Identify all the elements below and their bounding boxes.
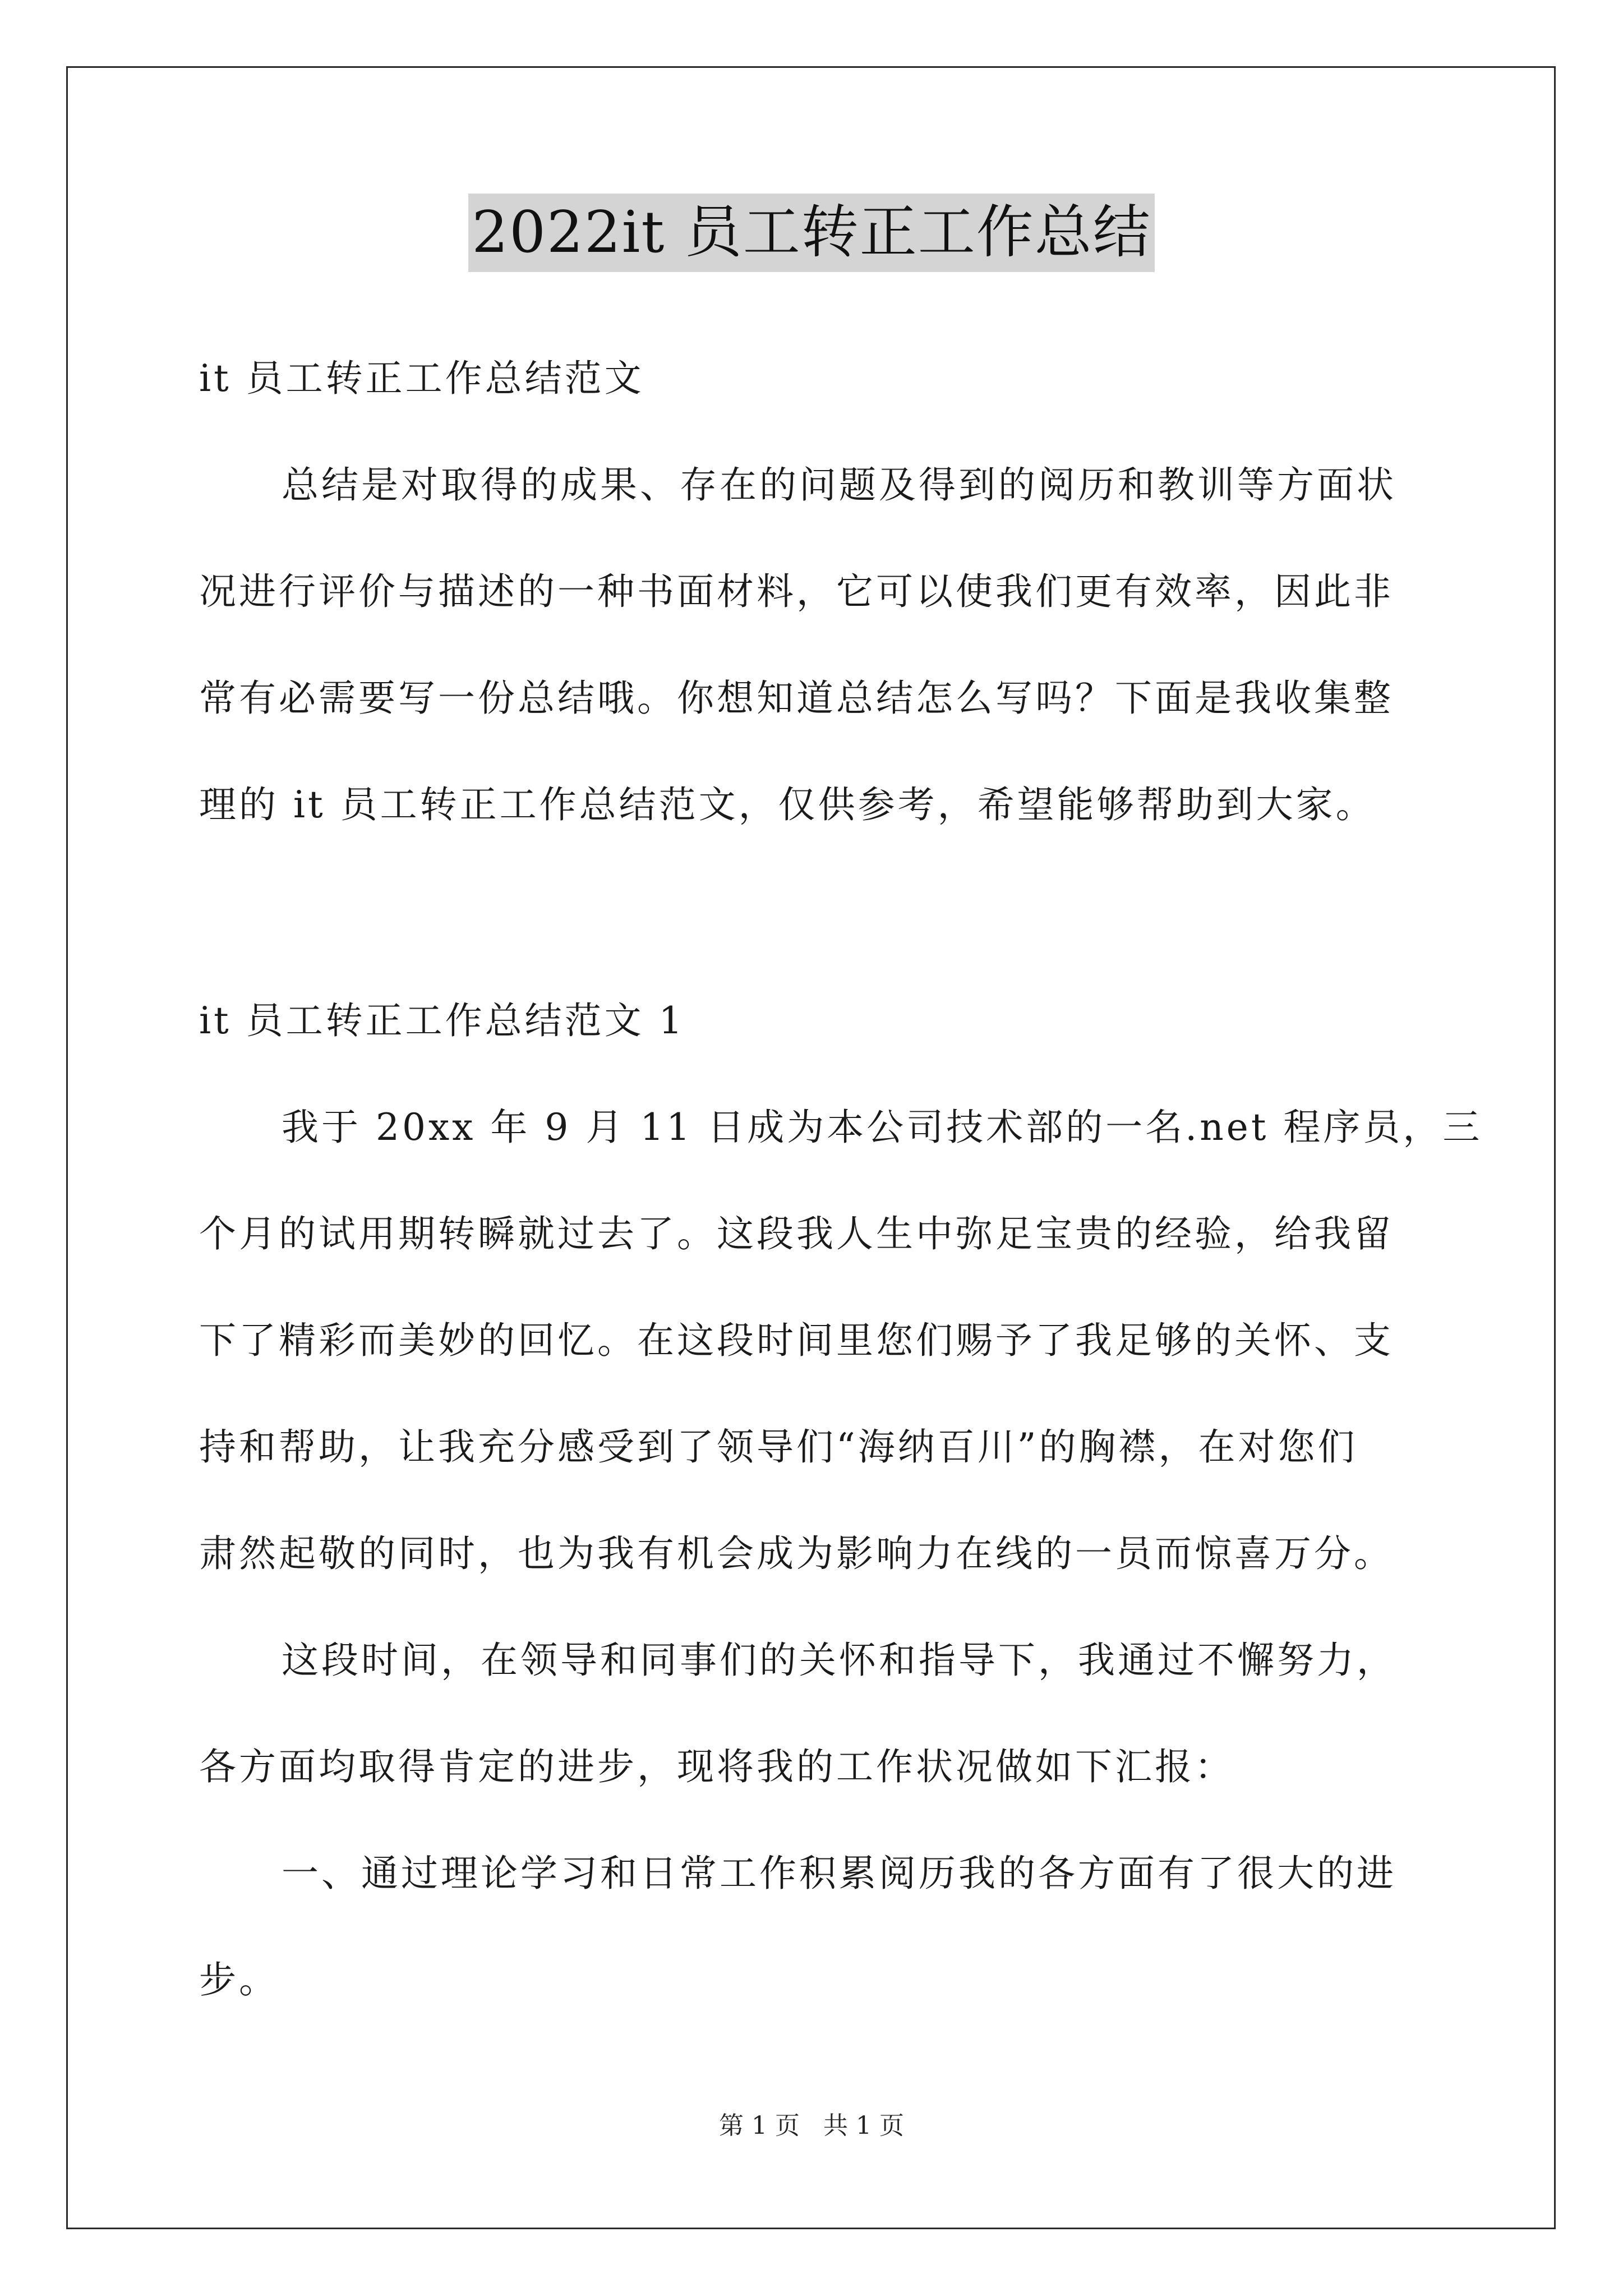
para3-line-1: 一、通过理论学习和日常工作积累阅历我的各方面有了很大的进 bbox=[282, 1852, 1396, 1895]
para3-line-2: 步。 bbox=[199, 1958, 279, 2001]
para2-line-1: 这段时间，在领导和同事们的关怀和指导下，我通过不懈努力， bbox=[282, 1639, 1396, 1682]
intro-line-4: 理的 it 员工转正工作总结范文，仅供参考，希望能够帮助到大家。 bbox=[199, 783, 1376, 826]
para1-line-1: 我于 20xx 年 9 月 11 日成为本公司技术部的一名.net 程序员，三 bbox=[282, 1106, 1483, 1149]
page-number-label: 第 1 页 共 1 页 bbox=[719, 2111, 904, 2140]
title-wrap bbox=[0, 194, 1623, 272]
para2-line-2: 各方面均取得肯定的进步，现将我的工作状况做如下汇报： bbox=[199, 1745, 1234, 1788]
intro-line-1: 总结是对取得的成果、存在的问题及得到的阅历和教训等方面状 bbox=[282, 463, 1396, 507]
intro-line-2: 况进行评价与描述的一种书面材料，它可以使我们更有效率，因此非 bbox=[199, 570, 1394, 613]
para1-line-5: 肃然起敬的同时，也为我有机会成为影响力在线的一员而惊喜万分。 bbox=[199, 1532, 1394, 1575]
document-subtitle: it 员工转正工作总结范文 bbox=[199, 357, 644, 400]
para1-line-2: 个月的试用期转瞬就过去了。这段我人生中弥足宝贵的经验，给我留 bbox=[199, 1212, 1394, 1255]
para1-line-4: 持和帮助，让我充分感受到了领导们“海纳百川”的胸襟，在对您们 bbox=[199, 1425, 1358, 1469]
page-footer bbox=[0, 2109, 1623, 2143]
section-heading: it 员工转正工作总结范文 1 bbox=[199, 999, 685, 1042]
para1-line-3: 下了精彩而美妙的回忆。在这段时间里您们赐予了我足够的关怀、支 bbox=[199, 1319, 1394, 1362]
intro-line-3: 常有必需要写一份总结哦。你想知道总结怎么写吗？下面是我收集整 bbox=[199, 677, 1394, 720]
document-title: 2022it 员工转正工作总结 bbox=[468, 194, 1155, 272]
